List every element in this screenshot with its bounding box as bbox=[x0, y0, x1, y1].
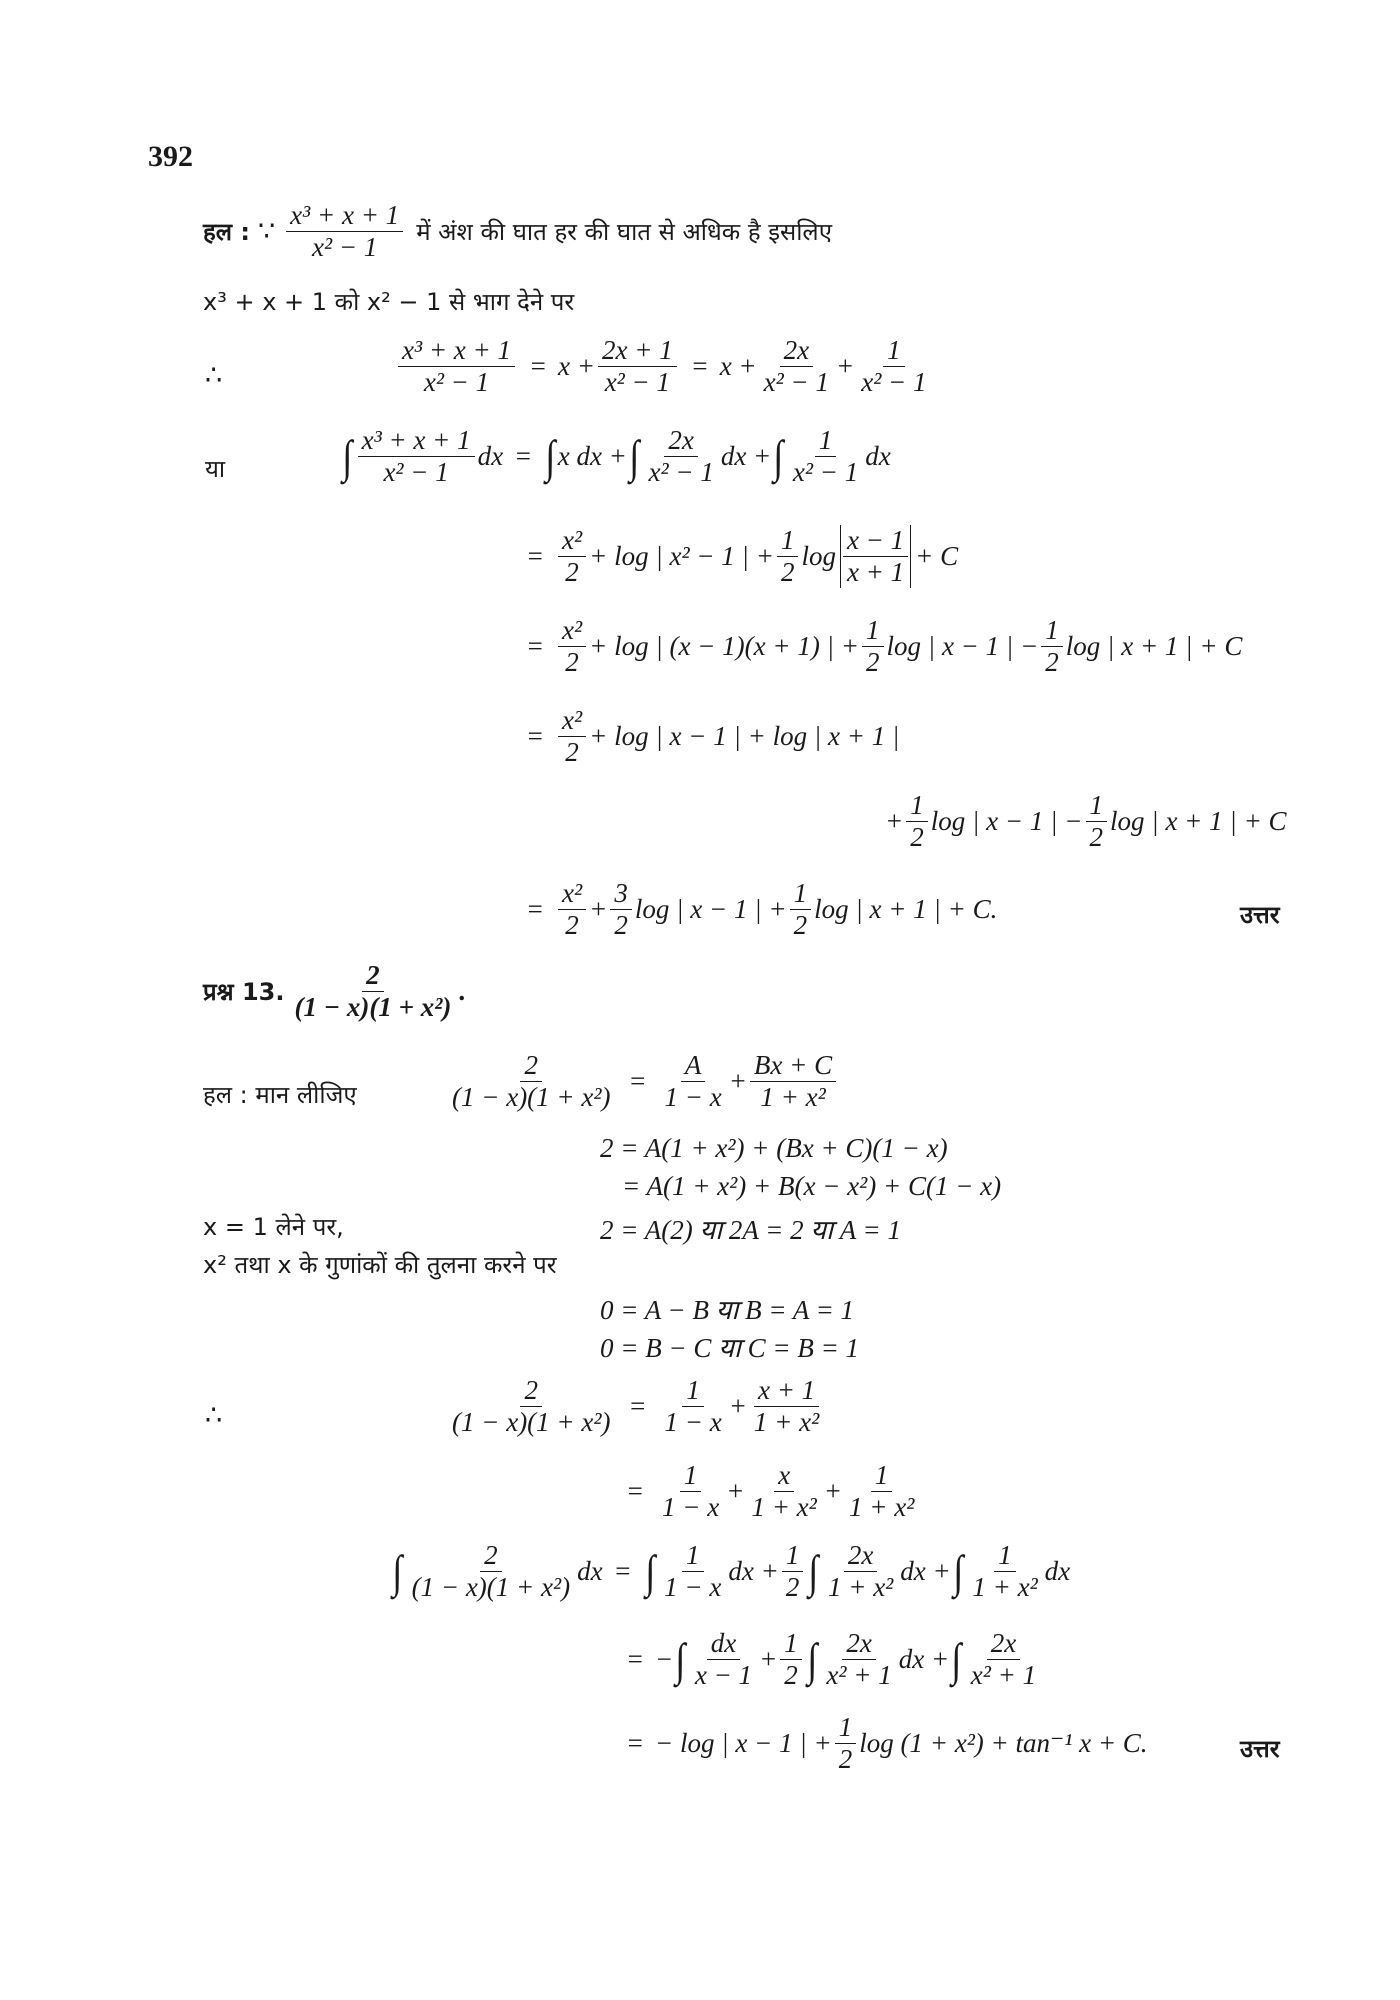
step-1: = $\frac{\text{x²}}{2}$ + log | x² − 1 | + $\frac{1}{2}$ log $\frac{x - 1}{x + 1}$ + C bbox=[525, 525, 959, 588]
result-1: $\frac{2}{\text{(1 − x)(1 + x²)}}$ = $\frac{1}{1 - x}$ + $\frac{x + 1}{\text{1 + x²}}$ bbox=[452, 1375, 820, 1438]
solution-line-2: x³ + x + 1 को x² − 1 से भाग देने पर bbox=[203, 288, 575, 316]
expansion-line-1: 2 = A(1 + x²) + (Bx + C)(1 − x) bbox=[600, 1133, 948, 1163]
result-final: = − log | x − 1 | + $\frac{1}{2}$ log (1 + x²) + tan⁻¹ x + C. bbox=[625, 1712, 1148, 1775]
ya-label: या bbox=[205, 455, 226, 483]
step-final: = $\frac{\text{x²}}{2}$ + $\frac{3}{2}$ log | x − 1 | + $\frac{1}{2}$ log | x + 1 | + C. bbox=[525, 878, 998, 941]
compare-eq-2: 0 = B − C या C = B = 1 bbox=[600, 1333, 860, 1363]
fraction: 1 x² − 1 bbox=[792, 425, 859, 488]
expansion-line-2: = A(1 + x²) + B(x − x²) + C(1 − x) bbox=[622, 1171, 1002, 1201]
result-2: = $\frac{1}{1 - x}$ + $\frac{x}{\text{1 + x²}}$ + $\frac{1}{\text{1 + x²}}$ bbox=[625, 1460, 915, 1523]
compare-label: x² तथा x के गुणांकों की तुलना करने पर bbox=[203, 1251, 557, 1279]
fraction: x³ + x + 1 x² − 1 bbox=[358, 425, 475, 488]
step-3: = $\frac{\text{x²}}{2}$ + log | x − 1 | + log | x + 1 | bbox=[525, 705, 900, 768]
fraction: $\frac{1}{\text{x² − 1}}$ bbox=[861, 335, 927, 398]
step-2: = $\frac{\text{x²}}{2}$ + log | (x − 1)(x + 1) | + $\frac{1}{2}$ log | x − 1 | − $\frac{1}{2}$ log | x + 1 | + C bbox=[525, 615, 1243, 678]
x1-equation: 2 = A(2) या 2A = 2 या A = 1 bbox=[600, 1215, 901, 1245]
result-integral: ∫ 2 (1 − x)(1 + x²) dx = ∫ 1 1 − x dx + $\frac{1}{2}$ ∫ 2x 1 + x² dx + ∫ 1 1 + x² dx bbox=[392, 1540, 1071, 1603]
partial-fraction-setup: $\frac{2}{\text{(1 − x)(1 + x²)}}$ = $\frac{A}{1 - x}$ + $\frac{Bx + C}{\text{1 + x²}}$ bbox=[445, 1050, 839, 1113]
answer-label: उत्तर bbox=[1240, 901, 1280, 929]
solution-text: में अंश की घात हर की घात से अधिक है इसलिए bbox=[416, 218, 832, 247]
lhs-fraction: $\frac{\text{x³ + x + 1}}{\text{x² − 1}}$ bbox=[398, 335, 515, 398]
step-3-continued: + $\frac{1}{2}$ log | x − 1 | − $\frac{1}{2}$ log | x + 1 | + C bbox=[885, 790, 1287, 853]
answer-label-2: उत्तर bbox=[1240, 1735, 1280, 1763]
result-3: = − ∫ dx x − 1 + $\frac{1}{2}$ ∫ 2x x² + 1 dx + ∫ 2x x² + 1 bbox=[625, 1628, 1037, 1691]
therefore-symbol-2: ∴ bbox=[205, 1400, 223, 1430]
x1-label: x = 1 लेने पर, bbox=[203, 1213, 344, 1241]
solution-label: हल : bbox=[203, 218, 250, 247]
question-13: प्रश्न 13. 2 (1 − x)(1 + x²) . bbox=[203, 960, 466, 1023]
question-label: प्रश्न 13. bbox=[203, 978, 285, 1007]
solution-2-label: हल : मान लीजिए bbox=[203, 1081, 357, 1109]
question-fraction: 2 (1 − x)(1 + x²) bbox=[294, 960, 452, 1023]
equation-integral: ∫ x³ + x + 1 x² − 1 dx = ∫ x dx + ∫ 2x x² − 1 dx + ∫ 1 x² − 1 dx bbox=[342, 425, 891, 488]
fraction: $\frac{2x + 1}{\text{x² − 1}}$ bbox=[598, 335, 677, 398]
therefore-symbol: ∴ bbox=[205, 360, 223, 390]
because-symbol: ∵ bbox=[257, 216, 276, 247]
fraction: x³ + x + 1 x² − 1 bbox=[286, 200, 403, 263]
fraction: 2x x² − 1 bbox=[648, 425, 714, 488]
solution-1-header bbox=[203, 200, 832, 263]
page-number: 392 bbox=[148, 140, 193, 173]
fraction: $\frac{2x}{\text{x² − 1}}$ bbox=[763, 335, 829, 398]
equation-division: $\frac{\text{x³ + x + 1}}{\text{x² − 1}}$ = x + $\frac{2x + 1}{\text{x² − 1}}$ = x + $\frac{2x}{\text{x² − 1}}$ + $\frac{1}{\text{x² − 1}}$ bbox=[395, 335, 934, 398]
compare-eq-1: 0 = A − B या B = A = 1 bbox=[600, 1295, 855, 1325]
